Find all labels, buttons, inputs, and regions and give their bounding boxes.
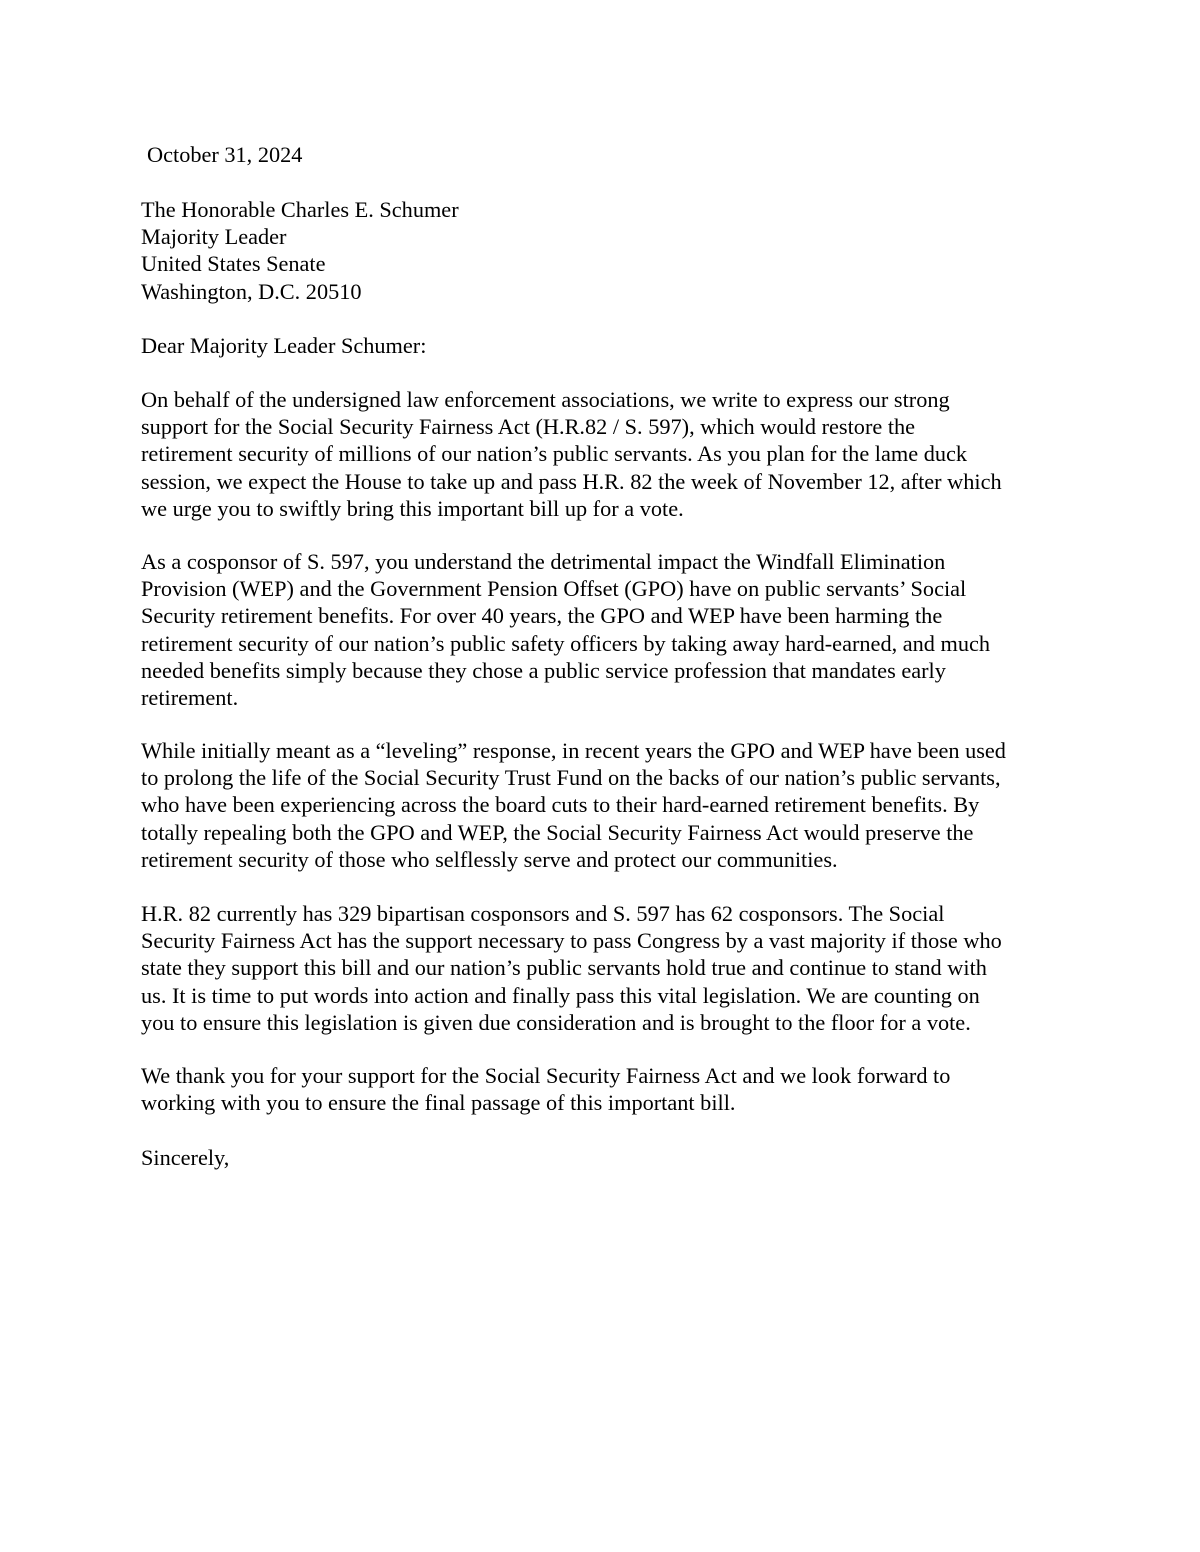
recipient-city: Washington, D.C. 20510 xyxy=(141,278,362,304)
salutation xyxy=(141,332,1071,359)
paragraph-line: retirement security of millions of our nation’s public servants. As you plan for the lame duck xyxy=(141,441,968,467)
paragraph-line: retirement security of our nation’s public safety officers by taking away hard-earned, and much xyxy=(141,630,991,656)
paragraph-line: Security Fairness Act has the support necessary to pass Congress by a vast majority if those who xyxy=(141,928,1002,954)
paragraph-line: We thank you for your support for the Social Security Fairness Act and we look forward to xyxy=(141,1063,951,1088)
recipient-address xyxy=(141,196,1071,305)
closing xyxy=(141,1144,1071,1171)
recipient-title: Majority Leader xyxy=(141,224,287,250)
closing-text: Sincerely, xyxy=(141,1145,230,1170)
paragraph-line: we urge you to swiftly bring this important bill up for a vote. xyxy=(141,495,684,521)
paragraph-2 xyxy=(141,548,1071,711)
paragraph-line: H.R. 82 currently has 329 bipartisan cosponsors and S. 597 has 62 cosponsors. The Social xyxy=(141,901,945,926)
paragraph-line: to prolong the life of the Social Security Trust Fund on the backs of our nation’s public servants, xyxy=(141,765,1001,791)
paragraph-3 xyxy=(141,737,1071,873)
paragraph-line: Provision (WEP) and the Government Pension Offset (GPO) have on public servants’ Social xyxy=(141,576,967,602)
paragraph-line: us. It is time to put words into action and finally pass this vital legislation. We are counting on xyxy=(141,982,980,1008)
paragraph-line: Security retirement benefits. For over 40 years, the GPO and WEP have been harming the xyxy=(141,603,943,629)
recipient-organization: United States Senate xyxy=(141,251,326,277)
paragraph-line: session, we expect the House to take up and pass H.R. 82 the week of November 12, after which xyxy=(141,468,1002,494)
paragraph-line: who have been experiencing across the board cuts to their hard-earned retirement benefits. By xyxy=(141,792,980,818)
paragraph-line: totally repealing both the GPO and WEP, the Social Security Fairness Act would preserve the xyxy=(141,819,974,845)
recipient-name: The Honorable Charles E. Schumer xyxy=(141,197,459,222)
paragraph-line: you to ensure this legislation is given due consideration and is brought to the floor for a vote. xyxy=(141,1009,971,1035)
paragraph-line: support for the Social Security Fairness Act (H.R.82 / S. 597), which would restore the xyxy=(141,414,916,440)
paragraph-line: As a cosponsor of S. 597, you understand the detrimental impact the Windfall Elimination xyxy=(141,549,946,574)
paragraph-5 xyxy=(141,1062,1071,1116)
paragraph-1 xyxy=(141,386,1071,522)
paragraph-line: retirement security of those who selflessly serve and protect our communities. xyxy=(141,846,838,872)
paragraph-line: While initially meant as a “leveling” response, in recent years the GPO and WEP have been used xyxy=(141,738,1006,763)
paragraph-line: needed benefits simply because they chose a public service profession that mandates early xyxy=(141,657,946,683)
salutation-text: Dear Majority Leader Schumer: xyxy=(141,333,427,358)
paragraph-line: retirement. xyxy=(141,685,239,711)
paragraph-4 xyxy=(141,900,1071,1036)
letter-date: October 31, 2024 xyxy=(147,142,303,167)
paragraph-line: On behalf of the undersigned law enforcement associations, we write to express our strong xyxy=(141,387,950,412)
paragraph-line: working with you to ensure the final passage of this important bill. xyxy=(141,1090,736,1116)
paragraph-line: state they support this bill and our nation’s public servants hold true and continue to stand with xyxy=(141,955,987,981)
